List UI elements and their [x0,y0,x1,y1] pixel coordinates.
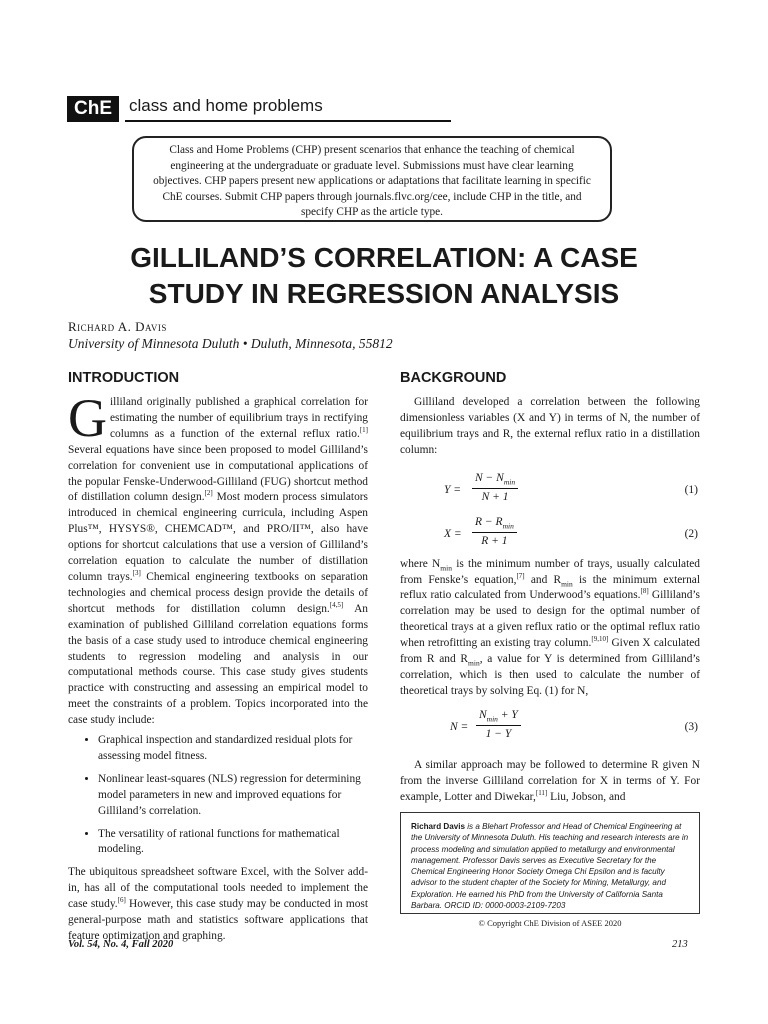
equation-number: (3) [684,720,698,733]
background-heading: BACKGROUND [400,370,507,386]
fraction: $N_{min} + Y$ 1 − Y [476,708,521,743]
title-line-2: STUDY IN REGRESSION ANALYSIS [148,278,620,309]
citation: [2] [204,489,213,498]
left-column [68,388,369,945]
equation-number: (2) [684,527,698,540]
citation: [9,10] [591,635,609,644]
citation: [6] [117,896,126,905]
intro-paragraph-2: The ubiquitous spreadsheet software Excel, with the Solver add-in, has all of the computational tools needed to implement the case study.[6] However, this case study may be conducted in most general-purpose math and statistics software applications that feature optimization and graphing. [68,866,368,942]
introduction-heading: INTRODUCTION [68,370,180,386]
article-title [60,240,708,312]
chp-info-text: Class and Home Problems (CHP) present scenarios that enhance the teaching of chemical engineering at the undergraduate or graduate level. Submissions must have clear learning objectives. CHP papers present new applications or adaptations that facilitate learning in specific ChE courses. Submit CHP papers through journals.flvc.org/cee, include CHP in the title, and specify CHP as the article type. [153,144,591,218]
bio-name: Richard Davis [411,822,465,831]
chp-info-box [132,136,612,222]
author-bio-box [400,812,700,914]
copyright-notice: © Copyright ChE Division of ASEE 2020 [478,918,622,928]
equation-number: (1) [684,483,698,496]
bio-text: is a Blehart Professor and Head of Chemical Engineering at the University of Minnesota Duluth. His teaching and research interests are in process modeling and simulation applied to metallurgy and environmental management. Professor Davis serves as Executive Secretary for the Chemical Engineering Honor Society Omega Chi Epsilon and is faculty advisor to the student chapter of the Society for Mining, Metallurgy, and Exploration. He earned his PhD from the University of California Santa Barbara. ORCID ID: 0000-0003-2109-7203 [411,822,689,911]
page-number: 213 [672,939,688,950]
author-name: Richard A. Davis [68,319,167,334]
volume-info: Vol. 54, No. 4, Fall 2020 [68,939,174,950]
list-item: • Nonlinear least-squares (NLS) regression for determining model parameters in new and improved equations for Gilliland’s correlation. [98,772,368,820]
topics-list [68,733,368,858]
citation: [11] [535,788,548,797]
intro-paragraph-1: Gilliland originally published a graphical correlation for estimating the number of equilibrium trays in rectifying columns as a function of the external reflux ratio.[1] Several equations have since been proposed to model Gilliland’s correlation for convenient use in computational applications of the popular Fenske-Underwood-Gilliland (FUG) shortcut method of distillation column design.[2] Most modern process simulators introduced in chemical engineering curricula, including Aspen Plus™, HYSYS®, CHEMCAD™, and PRO/II™, also have options for shortcut calculations that use a version of Gilliland’s correlation equation to calculate the number of distillation column trays.[3] Chemical engineering textbooks on separation technologies and chemical process design provide the details of shortcut methods for distillation column design.[4,5] An examination of published Gilliland correlation equations forms the basis of a case study used to introduce chemical engineering students to regression modeling and analysis in our computational methods course. This case study gives students practice with constructing and assessing an empirical model to meet the constraints of a problem. Topics incorporated into the case study include: [68,388,369,727]
fraction: $N - N_{min}$ N + 1 [472,471,518,506]
background-paragraph-3: A similar approach may be followed to determine R given N from the inverse Gilliland correlation for X in terms of Y. For example, Lotter and Diwekar,[11] Liu, Jobson, and [400,758,700,803]
citation: [4,5] [329,600,344,609]
fraction: $R - R_{min}$ R + 1 [472,515,517,550]
citation: [1] [359,426,368,435]
citation: [7] [516,571,525,580]
list-item: • The versatility of rational functions for mathematical modeling. [98,827,368,859]
drop-cap: G [68,388,107,448]
section-banner [67,94,385,124]
right-column [400,395,700,806]
section-label: class and home problems [129,96,323,115]
citation: [3] [132,569,141,578]
che-badge: ChE [67,96,119,122]
list-item: • Graphical inspection and standardized residual plots for assessing model fitness. [98,733,368,765]
equation-1: Y = $N - N_{min}$ N + 1 (1) [400,469,700,513]
title-line-1: GILLILAND’S CORRELATION: A CASE [130,242,638,273]
author-affiliation: University of Minnesota Duluth • Duluth, Minnesota, 55812 [68,336,393,351]
equation-3: N = $N_{min} + Y$ 1 − Y (3) [400,706,700,750]
background-paragraph-1: Gilliland developed a correlation between the following dimensionless variables (X and Y) in terms of N, the number of equilibrium trays and R, the external reflux ratio in a distillation column: [400,396,700,456]
background-paragraph-2: where $N_{min}$ is the minimum number of trays, usually calculated from Fenske’s equation,[7] and $R_{min}$ is the minimum external reflux ratio calculated from Underwood’s equations.[8] Gilliland’s correlation may be used to design for the optimal number of theoretical trays at a given reflux ratio or the optimal reflux ratio when retrofitting an existing tray column.[9,10] Given X calculated from R and $R_{min}$, a value for Y is determined from Gilliland’s correlation, which is then used to calculate the number of theoretical trays by solving Eq. (1) for N, [400,557,701,697]
banner-rule [125,120,451,122]
equation-2: X = $R - R_{min}$ R + 1 (2) [400,513,700,557]
citation: [8] [640,587,649,596]
